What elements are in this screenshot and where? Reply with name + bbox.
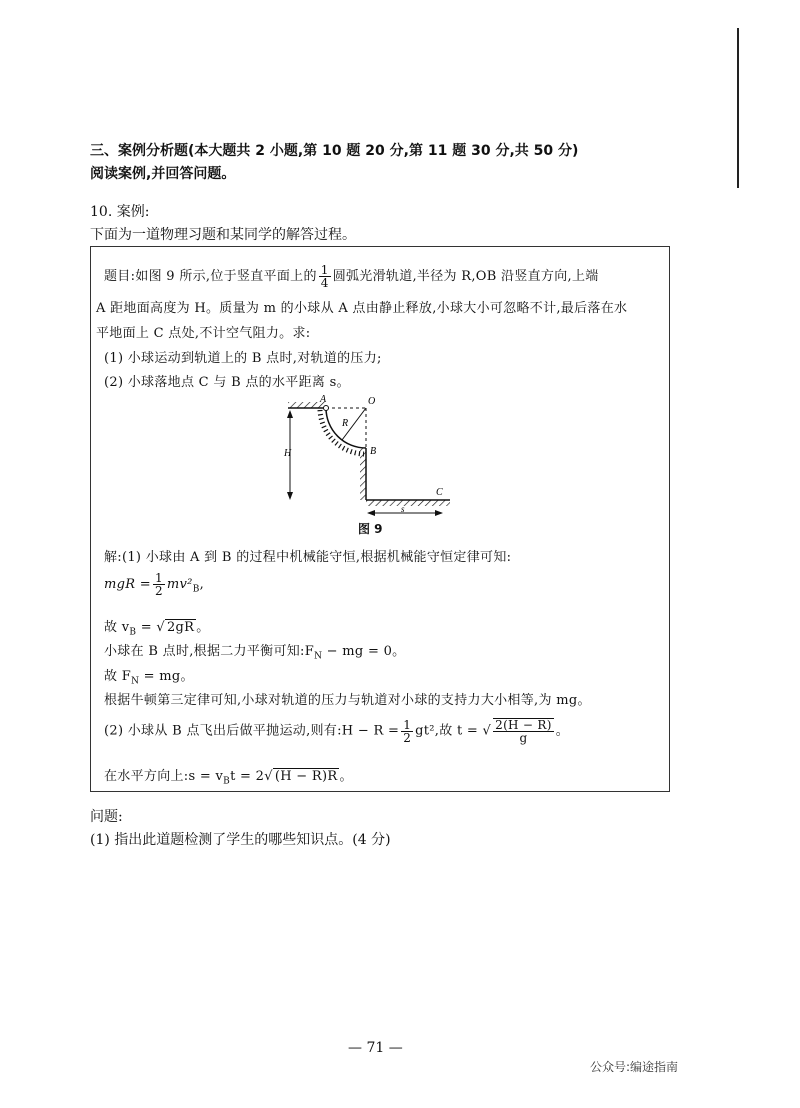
label-s: s xyxy=(401,504,405,514)
section-instruction: 阅读案例,并回答问题。 xyxy=(90,166,236,182)
figure-9 xyxy=(270,392,470,522)
question-item-1: (1) 指出此道题检测了学生的哪些知识点。(4 分) xyxy=(90,832,391,848)
s-arrow-left xyxy=(367,510,375,516)
solution-line-4: 故 $F_N$ = mg。 xyxy=(104,669,194,687)
solution-line-1: 解:(1) 小球由 A 到 B 的过程中机械能守恒,根据机械能守恒定律可知: xyxy=(104,550,512,565)
solution-line-6: (2) 小球从 B 点飞出后做平抛运动,则有:H − R = $\frac{1}{2}$ gt²,故 t = √ $\frac{2(H - R)}{g}$ 。 xyxy=(104,717,570,745)
label-H: H xyxy=(284,448,292,459)
problem-line-2: A 距地面高度为 H。质量为 m 的小球从 A 点由静止释放,小球大小可忽略不计,最后落在水 xyxy=(96,301,628,316)
figure-caption: 图 9 xyxy=(358,522,383,536)
solution-line-7: 在水平方向上:s = $v_Bt = 2√$ (H − R)R 。 xyxy=(104,769,353,787)
page-number: — 71 — xyxy=(348,1040,403,1056)
solution-line-3: 小球在 B 点时,根据二力平衡可知$:F_N$ − mg = 0。 xyxy=(104,644,406,662)
problem-item-1: (1) 小球运动到轨道上的 B 点时,对轨道的压力; xyxy=(104,351,382,366)
question-number: 10. 案例: xyxy=(90,204,150,220)
time-root-fraction: $\frac{2(H - R)}{g}$ xyxy=(495,718,552,745)
solution-eq-1: mgR = $\frac{1}{2}$ $mv^2_B$, xyxy=(104,571,205,598)
problem-line-1: 题目:如图 9 所示,位于竖直平面上的 $\frac{1}{4}$ 圆弧光滑轨道,半径为 R,OB 沿竖直方向,上端 xyxy=(104,263,599,290)
footer-watermark: 公众号:编途指南 xyxy=(590,1060,679,1074)
h-arrow-top xyxy=(287,410,293,418)
half-fraction: $\frac{1}{2}$ xyxy=(154,571,163,598)
solution-eq-2: 故 $v_B$ = √ 2gR 。 xyxy=(104,620,210,638)
problem-line-3: 平地面上 C 点处,不计空气阻力。求: xyxy=(96,326,311,341)
wall-hatch xyxy=(360,448,366,500)
label-O: O xyxy=(368,396,376,407)
problem-item-2: (2) 小球落地点 C 与 B 点的水平距离 s。 xyxy=(104,375,350,390)
point-A xyxy=(324,406,329,411)
s-arrow-right xyxy=(435,510,443,516)
label-A: A xyxy=(320,394,327,405)
questions-label: 问题: xyxy=(90,809,123,825)
quarter-fraction: $\frac{1}{4}$ xyxy=(320,263,329,290)
ground-hatch xyxy=(366,500,450,506)
label-B: B xyxy=(370,446,377,457)
section-title: 三、案例分析题(本大题共 2 小题,第 10 题 20 分,第 11 题 30 分,共 50 分) xyxy=(90,143,579,159)
question-intro: 下面为一道物理习题和某同学的解答过程。 xyxy=(90,227,356,243)
solution-line-5: 根据牛顿第三定律可知,小球对轨道的压力与轨道对小球的支持力大小相等,为 mg。 xyxy=(104,693,591,708)
label-R: R xyxy=(342,418,349,429)
page-edge-line xyxy=(737,28,739,188)
half-fraction-2: $\frac{1}{2}$ xyxy=(403,717,412,745)
label-C: C xyxy=(436,487,443,498)
h-arrow-bottom xyxy=(287,492,293,500)
